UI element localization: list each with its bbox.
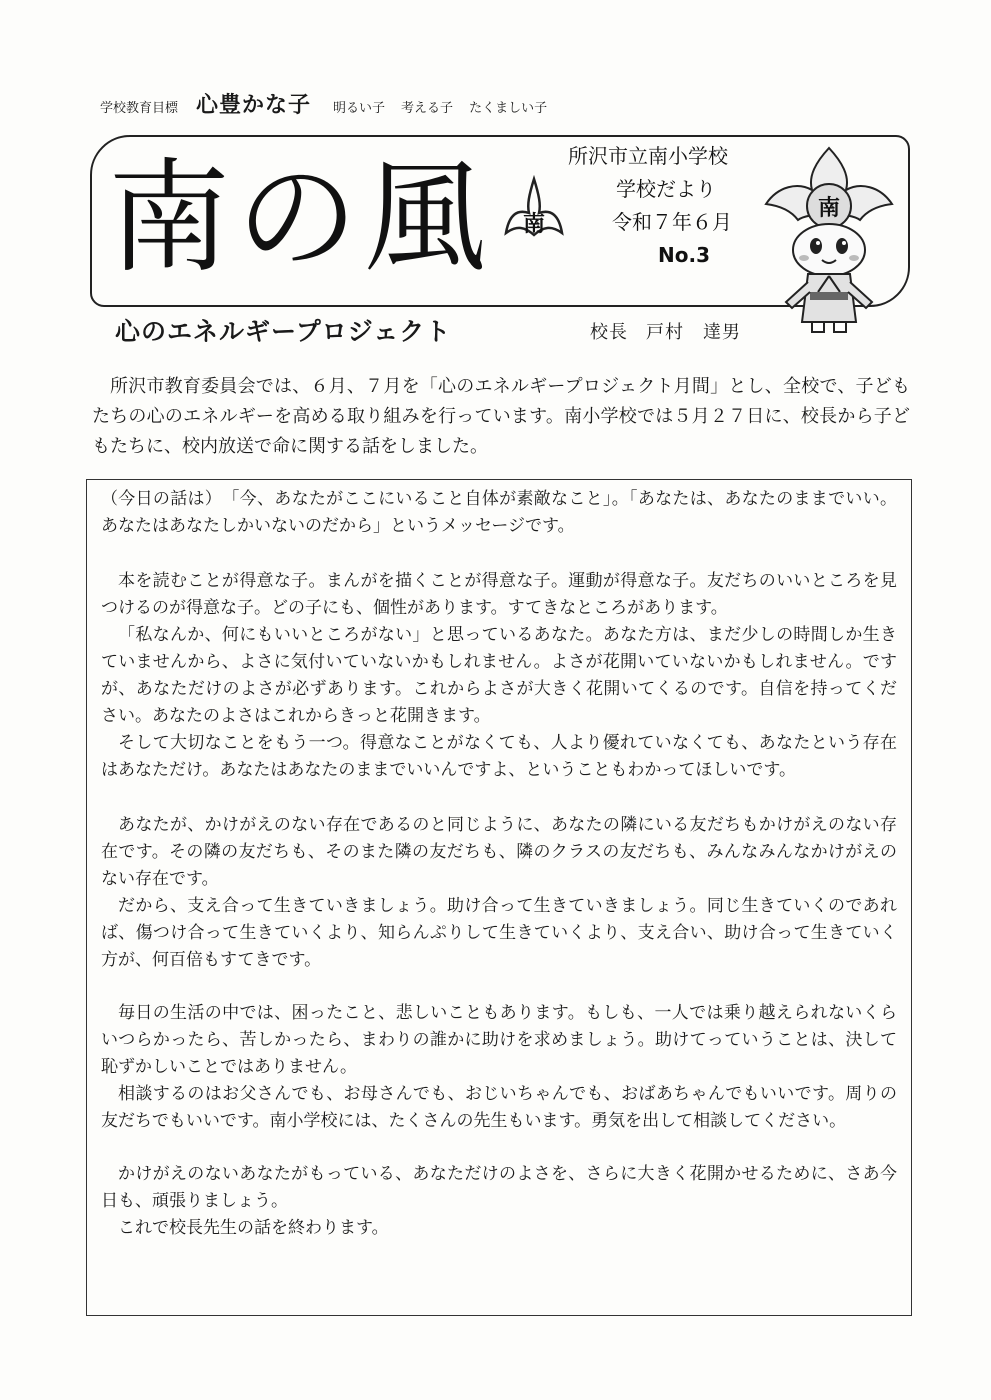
- article-author: [590, 318, 759, 344]
- speech-paragraph: かけがえのないあなたがもっている、あなただけのよさを、さらに大きく花開かせるために、さあ今日も、頑張りましょう。: [101, 1164, 897, 1211]
- speech-paragraph: 「私なんか、何にもいいところがない」と思っているあなた。あなた方は、まだ少しの時間しか生きていませんから、よさに気付いていないかもしれません。よさが花開いていないかもしれません。ですが、あなただけのよさが必ずあります。これからよさが大きく花開いてくるのです。自信を持ってください。あなたのよさはこれからきっと花開きます。: [101, 625, 897, 726]
- speech-box: [86, 479, 912, 1316]
- goal-item: 考える子: [401, 101, 454, 116]
- newsletter-title: 南の風: [108, 147, 492, 289]
- goal-label: 学校教育目標: [100, 101, 179, 116]
- speech-paragraph: 相談するのはお父さんでも、お母さんでも、おじいちゃんでも、おばあちゃんでもいいです。周りの友だちでもいいです。南小学校には、たくさんの先生もいます。勇気を出して相談してください。: [101, 1084, 897, 1131]
- speech-paragraph: （今日の話は） 「今、あなたがここにいること自体が素敵なこと」。「あなたは、あなたのままでいい。あなたはあなたしかいないのだから」というメッセージです。: [101, 489, 897, 536]
- speech-paragraph: これで校長先生の話を終わります。: [118, 1218, 389, 1238]
- article-subtitle: 心のエネルギープロジェクト: [115, 317, 452, 346]
- emblem-char: 南: [522, 211, 546, 237]
- speech-paragraph: 本を読むことが得意な子。まんがを描くことが得意な子。運動が得意な子。友だちのいいところを見つけるのが得意な子。どの子にも、個性があります。すてきなところがあります。: [101, 571, 897, 618]
- school-emblem-icon: [503, 175, 565, 255]
- mascot-icon: [758, 142, 900, 342]
- author-role: 校長: [590, 322, 628, 343]
- newsletter-label: 学校だより: [616, 177, 716, 201]
- school-info: [568, 140, 768, 272]
- speech-paragraph: そして大切なことをもう一つ。得意なことがなくても、人より優れていなくても、あなたという存在はあなただけ。あなたはあなたのままでいいんですよ、ということもわかってほしいです。: [101, 733, 897, 780]
- school-name: 所沢市立南小学校: [568, 144, 728, 168]
- school-goal-line: [100, 88, 563, 118]
- goal-item: 明るい子: [333, 101, 386, 116]
- goal-item: たくましい子: [469, 101, 548, 116]
- goal-main: 心豊かな子: [196, 93, 312, 118]
- speech-paragraph: だから、支え合って生きていきましょう。助け合って生きていきましょう。同じ生きていくのであれば、傷つけ合って生きていくより、知らんぷりして生きていくより、支え合い、助け合って生きていく方が、何百倍もすてきです。: [101, 896, 897, 970]
- issue-date: 令和７年６月: [612, 210, 732, 234]
- issue-number: No.3: [658, 243, 710, 267]
- speech-paragraph: あなたが、かけがえのない存在であるのと同じように、あなたの隣にいる友だちもかけがえのない存在です。その隣の友だちも、そのまた隣の友だちも、隣のクラスの友だちも、みんなみんなかけがえのない存在です。: [101, 815, 897, 889]
- speech-paragraph: 毎日の生活の中では、困ったこと、悲しいこともあります。もしも、一人では乗り越えられないくらいつらかったら、苦しかったら、まわりの誰かに助けを求めましょう。助けてっていうことは、決して恥ずかしいことではありません。: [101, 1003, 897, 1077]
- article-intro: 所沢市教育委員会では、６月、７月を「心のエネルギープロジェクト月間」とし、全校で、子どもたちの心のエネルギーを高める取り組みを行っています。南小学校では５月２７日に、校長から子どもたちに、校内放送で命に関する話をしました。: [92, 376, 910, 457]
- mascot-char: 南: [817, 195, 841, 221]
- author-name: 戸村 達男: [646, 322, 741, 343]
